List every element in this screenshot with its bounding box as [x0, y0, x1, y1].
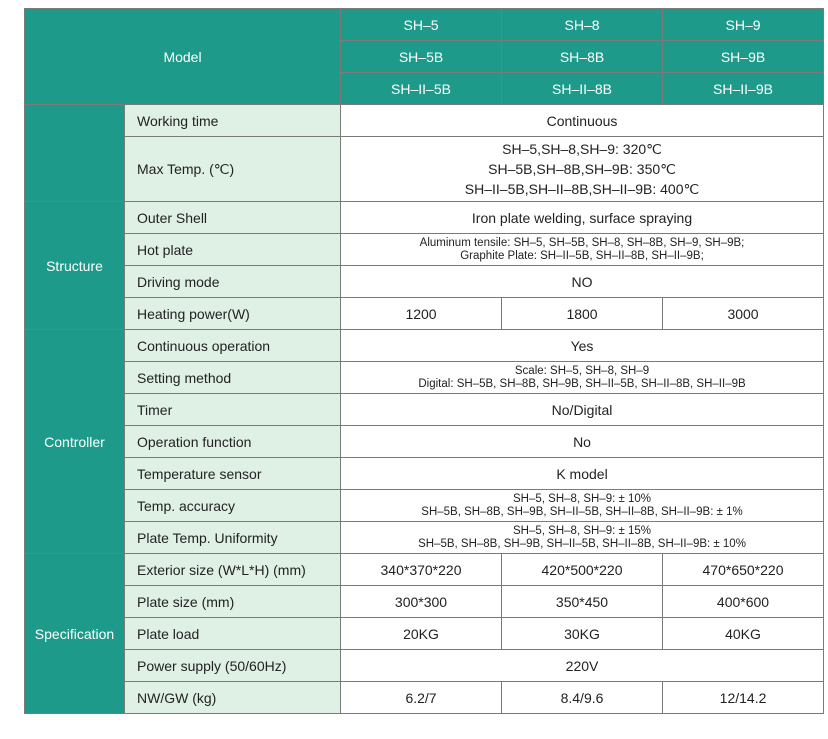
row-value	[341, 362, 824, 394]
category-specification: Specification	[25, 554, 125, 714]
row-value: 470*650*220	[663, 554, 824, 586]
row-label: Heating power(W)	[125, 298, 341, 330]
row-value: Yes	[341, 330, 824, 362]
row-label: Working time	[125, 105, 341, 137]
table-row	[25, 682, 824, 714]
model-cell: SH–5B	[341, 41, 502, 73]
row-label: Plate load	[125, 618, 341, 650]
model-cell: SH–9	[663, 9, 824, 41]
row-label: Setting method	[125, 362, 341, 394]
row-label: Driving mode	[125, 266, 341, 298]
row-value: Continuous	[341, 105, 824, 137]
row-value: Iron plate welding, surface spraying	[341, 202, 824, 234]
row-value: 300*300	[341, 586, 502, 618]
model-cell: SH–II–9B	[663, 73, 824, 105]
row-value: No	[341, 426, 824, 458]
table-row	[25, 618, 824, 650]
value-line: Graphite Plate: SH–II–5B, SH–II–8B, SH–II–9B;	[460, 249, 704, 262]
row-value: 340*370*220	[341, 554, 502, 586]
table-row	[25, 522, 824, 554]
row-value: 1800	[502, 298, 663, 330]
row-value: 1200	[341, 298, 502, 330]
row-value: 420*500*220	[502, 554, 663, 586]
value-line: SH–5, SH–8, SH–9: ± 15%	[513, 524, 652, 537]
row-value	[341, 234, 824, 266]
table-row	[25, 650, 824, 682]
model-cell: SH–9B	[663, 41, 824, 73]
table-row	[25, 490, 824, 522]
row-label: Continuous operation	[125, 330, 341, 362]
table-row	[25, 298, 824, 330]
table-row	[25, 586, 824, 618]
row-value	[341, 137, 824, 202]
category-structure: Structure	[25, 202, 125, 330]
row-value: 350*450	[502, 586, 663, 618]
value-line: Digital: SH–5B, SH–8B, SH–9B, SH–II–5B, SH–II–8B, SH–II–9B	[418, 377, 746, 390]
row-label: Max Temp. (℃)	[125, 137, 341, 202]
model-cell: SH–II–8B	[502, 73, 663, 105]
row-label: NW/GW (kg)	[125, 682, 341, 714]
table-row	[25, 137, 824, 202]
row-label: Timer	[125, 394, 341, 426]
row-value: 12/14.2	[663, 682, 824, 714]
row-value: 6.2/7	[341, 682, 502, 714]
row-label: Hot plate	[125, 234, 341, 266]
value-line: SH–5,SH–8,SH–9: 320℃	[502, 141, 662, 157]
model-cell: SH–II–5B	[341, 73, 502, 105]
row-label: Power supply (50/60Hz)	[125, 650, 341, 682]
row-value: 3000	[663, 298, 824, 330]
value-line: SH–5B, SH–8B, SH–9B, SH–II–5B, SH–II–8B, SH–II–9B: ± 10%	[418, 537, 746, 550]
table-row	[25, 458, 824, 490]
row-label: Temp. accuracy	[125, 490, 341, 522]
spec-table	[24, 8, 824, 714]
row-value: 20KG	[341, 618, 502, 650]
value-line: Aluminum tensile: SH–5, SH–5B, SH–8, SH–8B, SH–9, SH–9B;	[419, 236, 745, 249]
value-line: SH–5B,SH–8B,SH–9B: 350℃	[488, 161, 676, 177]
row-value	[341, 490, 824, 522]
table-row	[25, 426, 824, 458]
row-label: Exterior size (W*L*H) (mm)	[125, 554, 341, 586]
value-line: SH–5B, SH–8B, SH–9B, SH–II–5B, SH–II–8B, SH–II–9B: ± 1%	[421, 505, 743, 518]
table-row	[25, 234, 824, 266]
row-value: 30KG	[502, 618, 663, 650]
row-label: Temperature sensor	[125, 458, 341, 490]
category-controller: Controller	[25, 330, 125, 554]
row-label: Outer Shell	[125, 202, 341, 234]
value-line: Scale: SH–5, SH–8, SH–9	[514, 364, 650, 377]
model-cell: SH–8B	[502, 41, 663, 73]
row-value: No/Digital	[341, 394, 824, 426]
table-row	[25, 266, 824, 298]
model-cell: SH–8	[502, 9, 663, 41]
table-row	[25, 362, 824, 394]
row-value: 8.4/9.6	[502, 682, 663, 714]
row-value: NO	[341, 266, 824, 298]
row-value: 220V	[341, 650, 824, 682]
row-value: K model	[341, 458, 824, 490]
model-header: Model	[25, 9, 341, 105]
value-line: SH–5, SH–8, SH–9: ± 10%	[513, 492, 652, 505]
model-cell: SH–5	[341, 9, 502, 41]
table-row	[25, 105, 824, 137]
table-row	[25, 394, 824, 426]
table-row	[25, 554, 824, 586]
row-label: Plate size (mm)	[125, 586, 341, 618]
row-label: Plate Temp. Uniformity	[125, 522, 341, 554]
row-value: 400*600	[663, 586, 824, 618]
row-value	[341, 522, 824, 554]
value-line: SH–II–5B,SH–II–8B,SH–II–9B: 400℃	[464, 181, 700, 197]
row-label: Operation function	[125, 426, 341, 458]
table-row	[25, 330, 824, 362]
category-blank	[25, 105, 125, 202]
table-row	[25, 202, 824, 234]
model-row-1	[25, 9, 824, 41]
row-value: 40KG	[663, 618, 824, 650]
